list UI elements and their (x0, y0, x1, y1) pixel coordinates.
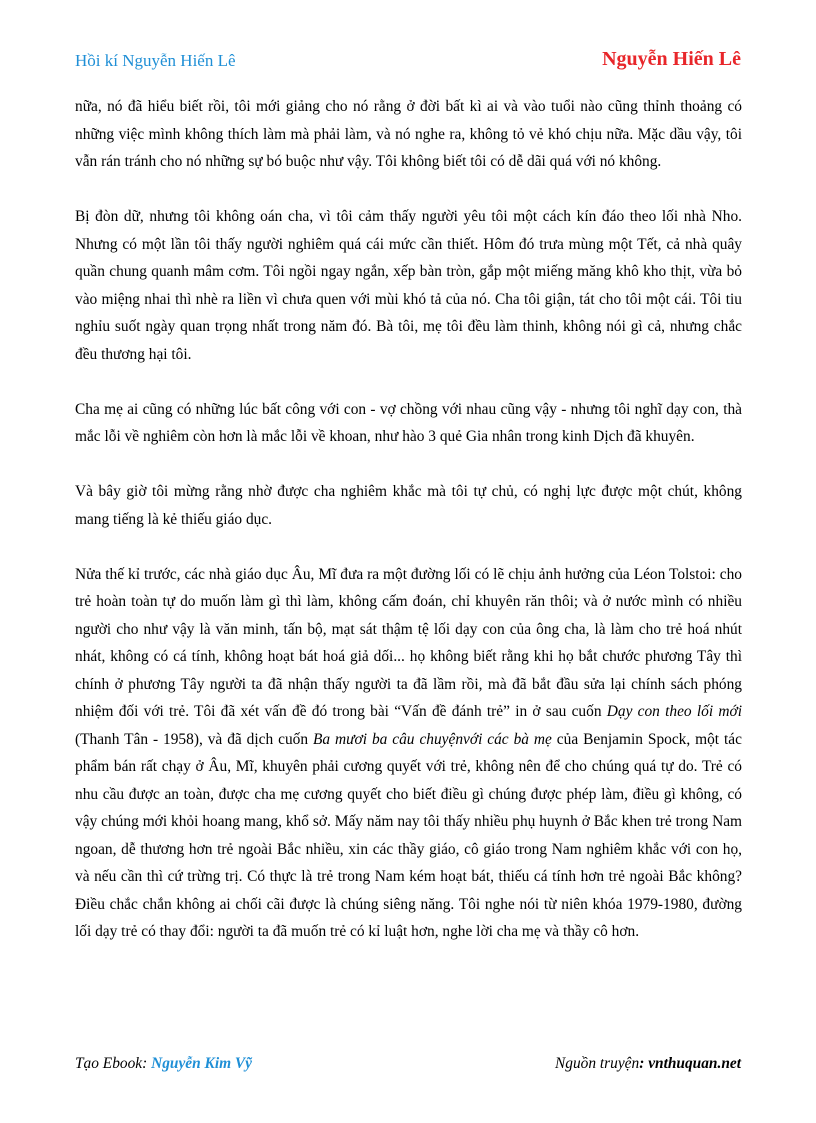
running-header-author: Nguyễn Hiến Lê (602, 48, 741, 70)
paragraph-5 (75, 561, 742, 946)
paragraph-2: Bị đòn dữ, nhưng tôi không oán cha, vì tôi cảm thấy người yêu tôi một cách kín đáo theo lối nhà Nho. Nhưng có một lần tôi thấy người nghiêm quá cái mức cần thiết. Hôm đó trưa mùng một Tết, cả nhà quây quần chung quanh mâm cơm. Tôi ngồi ngay ngắn, xếp bàn tròn, gắp một miếng măng khô kho thịt, vừa bỏ vào miệng nhai thì nhè ra liền vì chưa quen với mùi khó tả của nó. Cha tôi giận, tát cho tôi một cái. Tôi tiu nghỉu suốt ngày quan trọng nhất trong năm đó. Bà tôi, mẹ tôi đều làm thinh, không nói gì cả, nhưng chắc đều thương hại tôi. (75, 208, 742, 363)
paragraph-1: nữa, nó đã hiểu biết rồi, tôi mới giảng cho nó rằng ở đời bất kì ai và vào tuổi nào cũng thỉnh thoảng có những việc mình không thích làm mà phải làm, và nó nghe ra, không tỏ vẻ khó chịu nữa. Mặc dầu vậy, tôi vẫn rán tránh cho nó những sự bó buộc như vậy. Tôi không biết tôi có dễ dãi quá với nó không. (75, 98, 742, 170)
paragraph-5-text-c: của Benjamin Spock, một tác phẩm bán rất chạy ở Âu, Mĩ, khuyên phải cương quyết với trẻ, không nên để cho chúng quá tự do. Trẻ có nhu cầu được an toàn, được cha mẹ cương quyết cho biết điều gì chúng được phép làm, điều gì không, có vậy chúng mới khỏi hoang mang, khổ sở. Mấy năm nay tôi thấy nhiều phụ huynh ở Bắc khen trẻ trong Nam ngoan, dễ thương hơn trẻ ngoài Bắc nhiều, xin các thầy giáo, cô giáo trong Nam nghiêm khắc với con họ, và nếu cần thì cứ trừng trị. Có thực là trẻ trong Nam kém hoạt bát, thiếu cá tính hơn trẻ ngoài Bắc không? Điều chắc chắn không ai chối cãi được là chúng siêng năng. Tôi nghe nói từ niên khóa 1979-1980, đường lối dạy trẻ có thay đổi: người ta đã muốn trẻ có kỉ luật hơn, nghe lời cha mẹ và thầy cô hơn. (75, 730, 742, 940)
footer-source-site: vnthuquan.net (648, 1055, 741, 1072)
footer-ebook-credit (75, 1055, 252, 1073)
book-title-day-con: Dạy con theo lối mới (606, 703, 742, 720)
footer-source-separator: : (639, 1055, 649, 1072)
page-body (75, 93, 742, 946)
footer-ebook-label: Tạo Ebook (75, 1055, 143, 1072)
footer-ebook-author: Nguyễn Kim Vỹ (151, 1055, 253, 1072)
paragraph-4: Và bây giờ tôi mừng rằng nhờ được cha nghiêm khắc mà tôi tự chủ, có nghị lực được một chút, không mang tiếng là kẻ thiếu giáo dục. (75, 483, 742, 528)
footer-source-credit (555, 1055, 741, 1073)
paragraph-5-text-b: (Thanh Tân - 1958), và đã dịch cuốn (75, 730, 313, 748)
footer-ebook-separator: : (142, 1055, 152, 1072)
paragraph-3: Cha mẹ ai cũng có những lúc bất công với con - vợ chồng với nhau cũng vậy - nhưng tôi nghĩ dạy con, thà mắc lỗi về nghiêm còn hơn là mắc lỗi về khoan, như hào 3 quẻ Gia nhân trong kinh Dịch đã khuyên. (75, 400, 742, 445)
paragraph-5-text-a: Nửa thế kỉ trước, các nhà giáo dục Âu, Mĩ đưa ra một đường lối có lẽ chịu ảnh hưởng của Léon Tolstoi: cho trẻ hoàn toàn tự do muốn làm gì thì làm, không cấm đoán, chỉ khuyên răn thôi; và ở nước mình có nhiều người cho như vậy là văn minh, tấn bộ, mạt sát thậm tệ lối dạy con của ông cha, là làm cho trẻ hoá nhút nhát, không có cá tính, không hoạt bát hoá giả dối... họ không biết rằng khi họ bắt chước phương Tây thì chính ở phương Tây người ta đã nhận thấy người ta đã lầm rồi, mà đã bắt đầu sửa lại chính sách phóng nhiệm đối với trẻ. Tôi đã xét vấn đề đó trong bài “Vấn đề đánh trẻ” in ở sau cuốn (75, 565, 742, 720)
running-header-title: Hồi kí Nguyễn Hiến Lê (75, 51, 236, 70)
footer-source-label: Nguồn truyện (554, 1055, 640, 1072)
book-title-ba-muoi-ba: Ba mươi ba câu chuyệnvới các bà mẹ (312, 730, 552, 748)
